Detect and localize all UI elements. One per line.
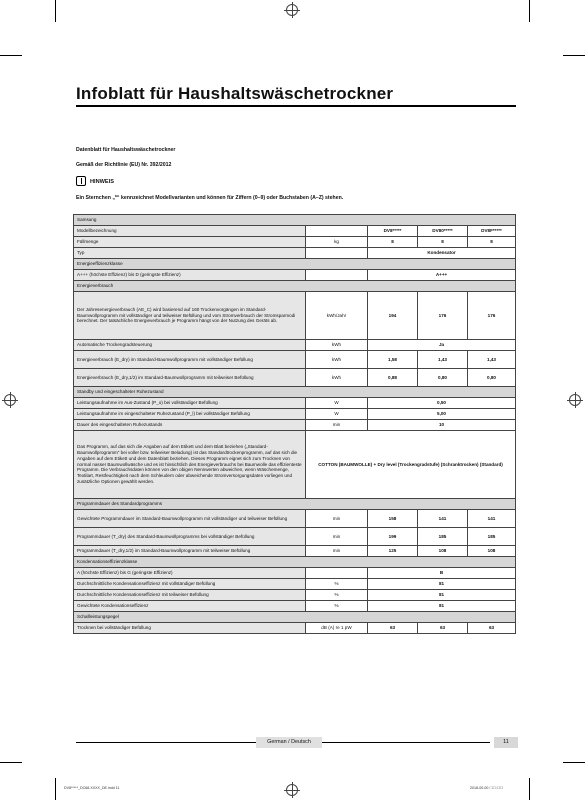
value-cell: 0,80 <box>468 369 516 387</box>
row-label: Leistungsaufnahme im Aus-Zustand (P_o) bei vollständiger Befüllung <box>74 398 306 409</box>
section-header-row <box>74 499 516 510</box>
value-cell: 0,80 <box>418 369 468 387</box>
crop-mark <box>563 762 585 763</box>
table-row <box>74 340 516 351</box>
section-header-row <box>74 612 516 623</box>
table-row <box>74 292 516 340</box>
value-cell: 141 <box>468 510 516 528</box>
value-cell: 141 <box>418 510 468 528</box>
value-cell: 125 <box>368 546 418 557</box>
unit-cell: min <box>306 528 368 546</box>
crop-mark <box>529 0 530 22</box>
value-cell: Ja <box>368 340 516 351</box>
row-label: Durchschnittliche Kondensationseffizienz mit teilweiser Befüllung <box>74 590 306 601</box>
value-cell: 63 <box>468 623 516 634</box>
unit-cell: min <box>306 420 368 431</box>
table-row <box>74 270 516 281</box>
value-cell: 8 <box>368 237 418 248</box>
value-cell: 185 <box>418 528 468 546</box>
row-label: Dauer des eingeschalteten Ruhezustands <box>74 420 306 431</box>
value-cell: 194 <box>368 292 418 340</box>
table-row <box>74 601 516 612</box>
row-label: Energieverbrauch (E_dry) im Standard-Baumwollprogramm mit vollständiger Befüllung <box>74 351 306 369</box>
table-row <box>74 590 516 601</box>
table-row <box>74 623 516 634</box>
unit-cell: min <box>306 510 368 528</box>
value-cell: 158 <box>368 510 418 528</box>
table-row <box>74 409 516 420</box>
section-title: Energieverbrauch <box>74 281 516 292</box>
table-row <box>74 398 516 409</box>
value-cell: 1,43 <box>468 351 516 369</box>
model-header: DV8F***** <box>468 226 516 237</box>
table-row <box>74 351 516 369</box>
unit-cell: W <box>306 409 368 420</box>
section-title: Kondensationseffizienzklasse <box>74 557 516 568</box>
unit-cell: kWh <box>306 340 368 351</box>
spec-table <box>73 214 516 634</box>
crop-mark <box>55 778 56 800</box>
value-cell: 8 <box>468 237 516 248</box>
value-cell: 1,43 <box>418 351 468 369</box>
unit-cell: kWh <box>306 351 368 369</box>
row-label: Gewichtete Kondensationseffizienz <box>74 601 306 612</box>
unit-cell: W <box>306 398 368 409</box>
section-title: Energieeffizienzklasse <box>74 259 516 270</box>
crop-mark <box>0 762 22 763</box>
row-label: Programmdauer (T_dry,1/2) im Standard-Baumwollprogramm mit teilweiser Befüllung <box>74 546 306 557</box>
value-cell: 81 <box>368 601 516 612</box>
intro-line-2: Gemäß der Richtlinie (EU) Nr. 392/2012 <box>76 162 172 168</box>
value-cell: 0,88 <box>368 369 418 387</box>
model-header: DV8***** <box>368 226 418 237</box>
row-label: A (höchste Effizienz) bis G (geringste Effizienz) <box>74 568 306 579</box>
footer-rule <box>76 742 256 743</box>
table-row <box>74 248 516 259</box>
row-label: Programmdauer (T_dry) des Standard-Baumwollprogramms bei vollständiger Befüllung <box>74 528 306 546</box>
row-label: Trocknen bei vollständiger Befüllung <box>74 623 306 634</box>
value-cell: 0,50 <box>368 398 516 409</box>
table-row <box>74 420 516 431</box>
section-title: Samsung <box>74 215 516 226</box>
model-header: DV80***** <box>418 226 468 237</box>
row-label: A+++ (höchste Effizienz) bis D (geringste Effizienz) <box>74 270 306 281</box>
section-header-row <box>74 215 516 226</box>
value-cell: 176 <box>418 292 468 340</box>
crop-mark <box>55 0 56 22</box>
notice-label: HINWEIS <box>90 179 114 185</box>
value-cell: 1,58 <box>368 351 418 369</box>
unit-cell: min <box>306 546 368 557</box>
table-row <box>74 579 516 590</box>
registration-mark-icon <box>4 394 16 406</box>
value-cell: A+++ <box>368 270 516 281</box>
value-cell: 5,00 <box>368 409 516 420</box>
title-rule <box>76 105 516 107</box>
registration-mark-icon <box>569 394 581 406</box>
slug-left: DV8*****_DC68-XXXX_DE.indd 11 <box>64 786 120 790</box>
table-row <box>74 226 516 237</box>
notice-book-icon <box>76 176 86 186</box>
registration-mark-icon <box>286 784 298 796</box>
row-label: Gewichtete Programmdauer im Standard-Baumwollprogramm mit vollständiger und teilweiser Befüllung <box>74 510 306 528</box>
table-row <box>74 510 516 528</box>
value-cell: 8 <box>418 237 468 248</box>
section-header-row <box>74 387 516 398</box>
value-cell: COTTON (BAUMWOLLE) + Dry level (Trockengradstufe) (Schranktrocken) (Standard) <box>306 431 516 499</box>
row-label: Typ <box>74 248 306 259</box>
value-cell: 81 <box>368 579 516 590</box>
section-title: Schallleistungspegel <box>74 612 516 623</box>
page-title: Infoblatt für Haushaltswäschetrockner <box>76 84 394 103</box>
table-row <box>74 369 516 387</box>
value-cell: 81 <box>368 590 516 601</box>
row-label: Leistungsaufnahme im eingeschalteter Ruhezustand (P_l) bei vollständiger Befüllung <box>74 409 306 420</box>
section-header-row <box>74 281 516 292</box>
registration-mark-icon <box>286 4 298 16</box>
footer-rule <box>322 742 490 743</box>
unit-cell: dB (A) re 1 pW <box>306 623 368 634</box>
unit-cell <box>306 270 368 281</box>
row-label: Automatische Trockengradsteuerung <box>74 340 306 351</box>
intro-line-1: Datenblatt für Haushaltswäschetrockner <box>76 147 176 153</box>
row-label: Durchschnittliche Kondensationseffizienz mit vollständiger Befüllung <box>74 579 306 590</box>
table-row <box>74 546 516 557</box>
unit-cell <box>306 248 368 259</box>
section-header-row <box>74 557 516 568</box>
crop-mark <box>0 55 22 56</box>
table-row <box>74 528 516 546</box>
value-cell: 185 <box>468 528 516 546</box>
value-cell: 108 <box>418 546 468 557</box>
value-cell: 176 <box>468 292 516 340</box>
value-cell: 108 <box>468 546 516 557</box>
value-cell: 10 <box>368 420 516 431</box>
intro-line-3: Ein Sternchen „*“ kennzeichnet Modellvarianten und können für Ziffern (0–9) oder Buchstaben (A–Z) stehen. <box>76 195 344 201</box>
crop-mark <box>563 55 585 56</box>
page-number: 11 <box>494 737 518 748</box>
unit-cell: kWh/Jahr <box>306 292 368 340</box>
row-label: Modellbezeichnung <box>74 226 306 237</box>
value-cell: 63 <box>418 623 468 634</box>
unit-cell <box>306 568 368 579</box>
section-title: Standby und eingeschalteter Ruhezustand <box>74 387 516 398</box>
crop-mark <box>529 778 530 800</box>
value-cell: B <box>368 568 516 579</box>
value-cell: 63 <box>368 623 418 634</box>
row-label: Energieverbrauch (E_dry,1/2) im Standard-Baumwollprogramm mit teilweiser Befüllung <box>74 369 306 387</box>
unit-cell: % <box>306 579 368 590</box>
unit-cell: kWh <box>306 369 368 387</box>
unit-cell <box>306 226 368 237</box>
unit-cell: kg <box>306 237 368 248</box>
section-title: Programmdauer des Standardprogramms <box>74 499 516 510</box>
unit-cell: % <box>306 590 368 601</box>
table-row <box>74 568 516 579</box>
unit-cell: % <box>306 601 368 612</box>
row-label: Das Programm, auf das sich die Angaben auf dem Etikett und dem Blatt beziehen („Standard-Baumwollprogramm“ bei voller bzw. teilweiser Beladung) ist das Standardtrockenprogramm, auf das sich die Angaben auf dem Etikett und dem Datenblatt beziehen. Dieses Programm eignet sich zum Trocknen von normal nasser Baumwollwäsche und es ist hinsichtlich des Energieverbrauchs bei Baumwolle das effizienteste Programm. Die Verbrauchsdaten können von den obigen Nennwerten abweichen, wenn Wäschemenge, Textilart, Restfeuchtigkeit nach dem Schleudern oder abweichende Stromversorgungsdaten vorliegen und zusätzliche Optionen gewählt werden. <box>74 431 306 499</box>
row-label: Füllmenge <box>74 237 306 248</box>
value-cell: 199 <box>368 528 418 546</box>
footer-language: German / Deutsch <box>256 737 322 748</box>
table-row <box>74 237 516 248</box>
row-label: Der Jahresenergieverbrauch (AE_C) wird basierend auf 160 Trockenvorgängen im Standard-Baumwollprogramm mit vollständiger und teilweiser Befüllung und vom Stromverbrauch der Stromsparmodi berechnet. Der tatsächliche Energieverbrauch je Programm hängt von der Nutzung des Geräts ab. <box>74 292 306 340</box>
section-header-row <box>74 259 516 270</box>
slug-right: 2018-00-00 ☐☐:☐☐ <box>470 786 504 790</box>
value-cell: Kondensator <box>368 248 516 259</box>
table-row <box>74 431 516 499</box>
